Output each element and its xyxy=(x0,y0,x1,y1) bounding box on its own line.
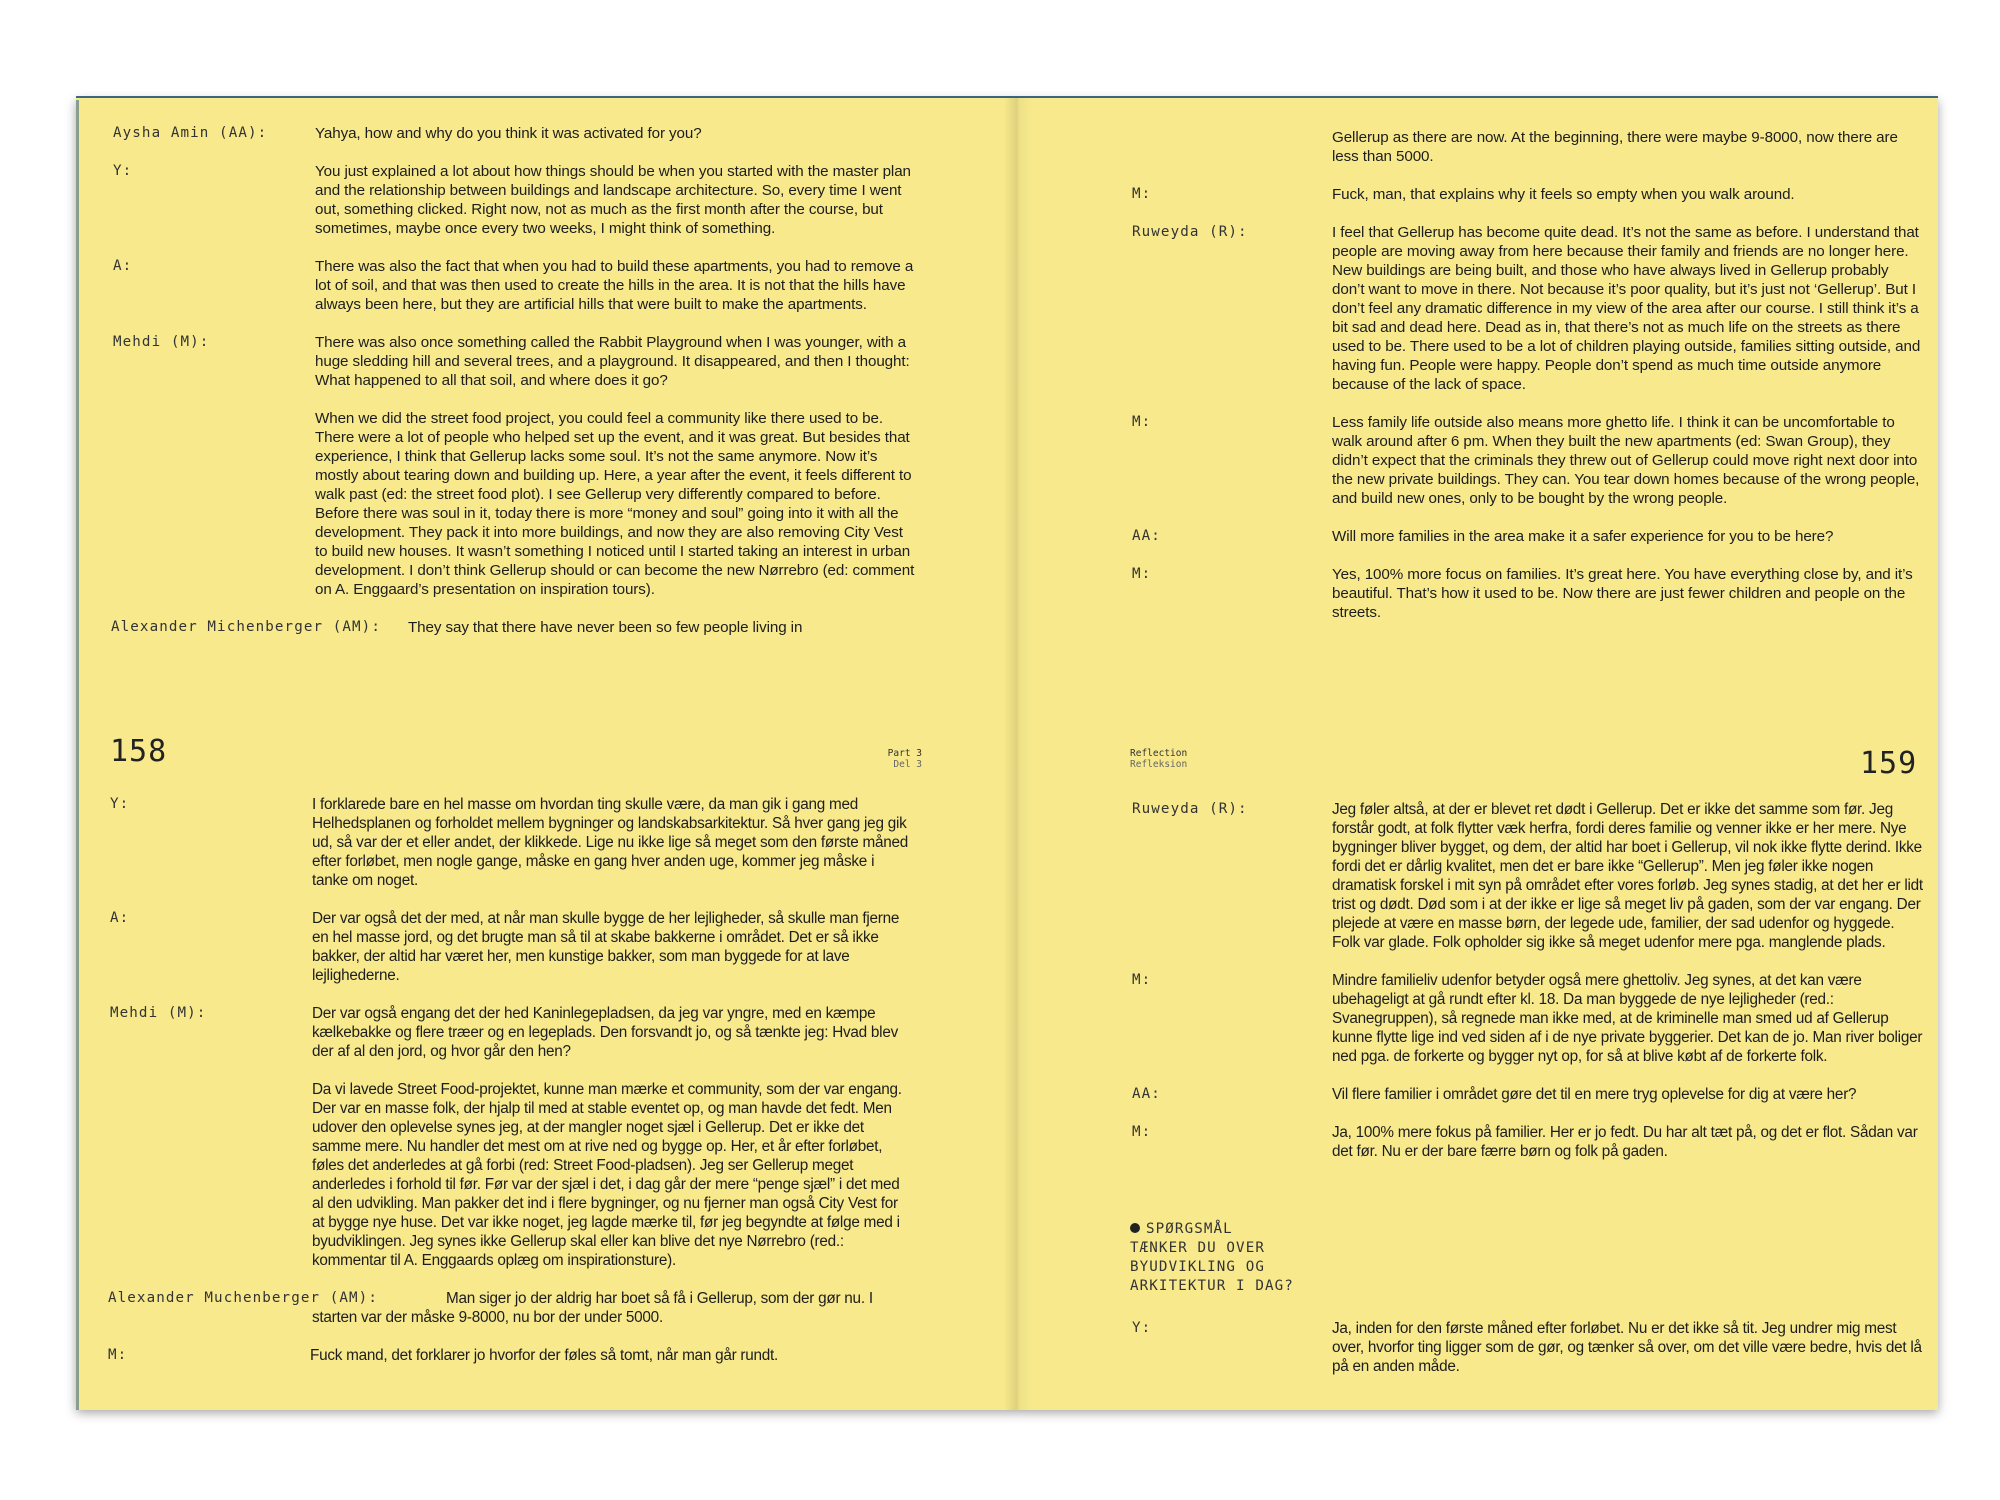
dialogue-entry xyxy=(1030,800,1938,952)
speaker-label: Y: xyxy=(110,796,130,812)
speaker-label: M: xyxy=(1132,186,1152,202)
section-label xyxy=(1130,748,1187,770)
section-label-dk: Refleksion xyxy=(1130,759,1188,770)
dialogue-entry xyxy=(76,618,1006,637)
section-label-en: Reflection xyxy=(1130,748,1188,759)
dialogue-entry xyxy=(76,124,1006,143)
dialogue-entry xyxy=(76,1080,1006,1270)
speaker-label: AA: xyxy=(1132,1086,1161,1102)
question-line: TÆNKER DU OVER xyxy=(1130,1240,1265,1256)
speaker-label: Ruweyda (R): xyxy=(1132,801,1248,817)
dialogue-entry xyxy=(76,1289,1006,1327)
bullet-dot-icon xyxy=(1130,1223,1140,1233)
dialogue-text: Vil flere familier i området gøre det til en mere tryg oplevelse for dig at være her? xyxy=(1332,1086,1857,1103)
speaker-label: Mehdi (M): xyxy=(113,334,210,350)
right-page xyxy=(1030,98,1938,1410)
dialogue-text: Less family life outside also means more ghetto life. I think it can be uncomfortable to walk around after 6 pm. When they built the new apartments (ed: Swan Group), they didn’t expect that the criminals they threw out of Gellerup could move right next door into the new private buildings. They can. You tear down homes because of the wrong people, and build new ones, only to be bought by the wrong people. xyxy=(1332,414,1920,507)
dialogue-entry xyxy=(1030,1085,1938,1104)
dialogue-text: Yahya, how and why do you think it was activated for you? xyxy=(315,125,702,142)
part-label xyxy=(862,748,922,770)
dialogue-entry xyxy=(1030,527,1938,546)
dialogue-entry xyxy=(76,909,1006,985)
dialogue-text: Jeg føler altså, at der er blevet ret dødt i Gellerup. Det er ikke det samme som før. Jeg forstår godt, at folk flytter væk herfra, fordi deres familie og venner ikke er her mere. Nye bygninger bliver bygget, og dem, der altid har boet i Gellerup, vil nok ikke flytte derind. Ikke fordi det er dårlig kvalitet, men det er bare ikke “Gellerup”. Men jeg føler ikke nogen dramatisk forskel i mit syn på området efter vores forløb. Jeg synes stadig, at det her er lidt trist og dødt. Død som i at der ikke er lige så meget liv på gaden, som der var engang. Der plejede at være en masse børn, der legede ude, familier, der sad udenfor og hyggede. Folk var glade. Folk opholder sig ikke så meget udenfor mere pga. manglende plads. xyxy=(1332,801,1923,951)
speaker-label: Ruweyda (R): xyxy=(1132,224,1248,240)
speaker-label: Aysha Amin (AA): xyxy=(113,125,268,141)
dialogue-entry xyxy=(1030,971,1938,1066)
dialogue-entry xyxy=(76,257,1006,314)
dialogue-entry xyxy=(76,162,1006,238)
speaker-label: M: xyxy=(1132,566,1152,582)
dialogue-text: When we did the street food project, you could feel a community like there used to be. There were a lot of people who helped set up the event, and it was great. But besides that experience, I think that Gellerup lacks some soul. It’s not the same anymore. Now it’s mostly about tearing down and building up. Here, a year after the event, it feels different to walk past (ed: the street food plot). I see Gellerup very differently compared to before. Before there was soul in it, today there is more “money and soul” going into it with all the development. They pack it into more buildings, and now they are also removing City Vest to build new houses. It wasn’t something I noticed until I started taking an interest in urban development. I don’t think Gellerup should or can become the new Nørrebro (ed: comment on A. Enggaard’s presentation on inspiration tours). xyxy=(315,410,915,598)
page-number: 159 xyxy=(1860,746,1918,781)
speaker-label: Y: xyxy=(113,163,133,179)
dialogue-text: Der var også engang det der hed Kaninlegepladsen, da jeg var yngre, med en kæmpe kælkebakke og flere træer og en legeplads. Den forsvandt jo, og så tænkte jeg: Hvad blev der af al den jord, og hvor går den hen? xyxy=(312,1005,898,1060)
dialogue-text: Ja, inden for den første måned efter forløbet. Nu er det ikke så tit. Jeg undrer mig mest over, hvorfor ting ligger som de gør, og tænker så over, om det ville være bedre, hvis det lå på en anden måde. xyxy=(1332,1320,1922,1375)
speaker-label: Y: xyxy=(1132,1320,1152,1336)
dialogue-entry xyxy=(76,795,1006,890)
right-english-transcript xyxy=(1030,128,1938,622)
left-english-transcript xyxy=(76,124,1006,637)
question-line: SPØRGSMÅL xyxy=(1130,1220,1294,1239)
dialogue-text: Fuck, man, that explains why it feels so empty when you walk around. xyxy=(1332,186,1795,203)
speaker-label: A: xyxy=(110,910,130,926)
speaker-label: Alexander Muchenberger (AM): xyxy=(108,1290,378,1306)
speaker-label: M: xyxy=(1132,1124,1152,1140)
dialogue-entry xyxy=(1030,565,1938,622)
speaker-label: A: xyxy=(113,258,133,274)
dialogue-text: You just explained a lot about how things should be when you started with the master plan and the relationship between buildings and landscape architecture. So, every time I went out, something clicked. Right now, not as much as the first month after the course, but sometimes, maybe once every two weeks, I might think of something. xyxy=(315,163,911,237)
dialogue-text: They say that there have never been so few people living in xyxy=(408,619,803,636)
dialogue-entry xyxy=(1030,128,1938,166)
page-number: 158 xyxy=(110,734,168,769)
left-page xyxy=(76,98,1006,1410)
part-label-dk: Del 3 xyxy=(893,759,922,770)
speaker-label: Mehdi (M): xyxy=(110,1005,207,1021)
question-block xyxy=(1130,1220,1294,1296)
dialogue-text: Mindre familieliv udenfor betyder også mere ghettoliv. Jeg synes, at det kan være ubehageligt at gå rundt efter kl. 18. Da man byggede de nye lejligheder (red.: Svanegruppen), så regnede man ikke med, at de kriminelle man smed ud af Gellerup kunne flytte lige ind ved siden af i de nye private byggerier. Det kan de jo. Man river boliger ned pga. de forkerte og bygger nyt op, for så at blive købt af de forkerte folk. xyxy=(1332,972,1923,1065)
dialogue-entry xyxy=(1030,1123,1938,1161)
dialogue-text: Yes, 100% more focus on families. It’s great here. You have everything close by, and it’s beautiful. That’s how it used to be. Now there are just fewer children and people on the streets. xyxy=(1332,566,1913,621)
dialogue-text: Ja, 100% mere fokus på familier. Her er jo fedt. Du har alt tæt på, og det er flot. Sådan var det før. Nu er der bare færre børn og folk på gaden. xyxy=(1332,1124,1918,1160)
dialogue-entry xyxy=(76,1004,1006,1061)
right-danish-transcript xyxy=(1030,800,1938,1161)
dialogue-entry xyxy=(1030,413,1938,508)
book-gutter xyxy=(1004,98,1032,1410)
dialogue-text: I forklarede bare en hel masse om hvordan ting skulle være, da man gik i gang med Helhedsplanen og forholdet mellem bygninger og landskabsarkitektur. Så hver gang jeg gik ud, så var der et eller andet, der klikkede. Lige nu ikke lige så meget som den første måned efter forløbet, men nogle gange, måske en gang hver anden uge, kommer jeg måske i tanke om noget. xyxy=(312,796,909,889)
speaker-label: Alexander Michenberger (AM): xyxy=(111,619,381,635)
answer-entry xyxy=(1030,1319,1938,1376)
speaker-label: AA: xyxy=(1132,528,1161,544)
dialogue-text: Will more families in the area make it a safer experience for you to be here? xyxy=(1332,528,1834,545)
speaker-label: M: xyxy=(1132,414,1152,430)
part-label-en: Part 3 xyxy=(887,748,922,759)
dialogue-text: There was also once something called the Rabbit Playground when I was younger, with a huge sledding hill and several trees, and a playground. It disappeared, and then I thought: What happened to all that soil, and where does it go? xyxy=(315,334,910,389)
dialogue-text: I feel that Gellerup has become quite dead. It’s not the same as before. I understand that people are moving away from here because their family and friends are no longer here. New buildings are being built, and those who have always lived in Gellerup probably don’t want to move in there. Not because it’s poor quality, but it’s just not ‘Gellerup’. But I don’t feel any dramatic difference in my view of the area after our course. I still think it’s a bit sad and dead here. Dead as in, that there’s not as much life on the streets as there used to be. There used to be a lot of children playing outside, families sitting outside, and having fun. People were happy. People don’t spend as much time outside anymore because of the lack of space. xyxy=(1332,224,1921,393)
dialogue-entry xyxy=(76,409,1006,599)
dialogue-text: Da vi lavede Street Food-projektet, kunne man mærke et community, som der var engang. Der var en masse folk, der hjalp til med at stable eventet op, og man havde det fedt. Men udover den oplevelse synes jeg, at der mangler noget sjæl i Gellerup. Det er ikke det samme mere. Nu handler det mest om at rive ned og bygge op. Her, et år efter forløbet, føles det anderledes at gå forbi (red: Street Food-pladsen). Jeg ser Gellerup meget anderledes i forhold til før. Før var der sjæl i det, i dag går der mere “penge sjæl” i det med al den udvikling. Man pakker det ind i flere bygninger, og nu fjerner man også City Vest for at bygge nye huse. Det var ikke noget, jeg lagde mærke til, før jeg begyndte at følge med i byudviklingen. Jeg synes ikke Gellerup skal eller kan blive det nye Nørrebro (red.: kommentar til A. Enggaards oplæg om inspirationsture). xyxy=(312,1081,902,1269)
speaker-label: M: xyxy=(1132,972,1152,988)
dialogue-entry xyxy=(1030,223,1938,394)
question-line: BYUDVIKLING OG xyxy=(1130,1259,1265,1275)
speaker-label: M: xyxy=(108,1347,128,1363)
dialogue-entry xyxy=(1030,185,1938,204)
left-danish-transcript xyxy=(76,795,1006,1365)
dialogue-text: Gellerup as there are now. At the beginning, there were maybe 9-8000, now there are less than 5000. xyxy=(1332,129,1898,165)
dialogue-text: Man siger jo der aldrig har boet så få i Gellerup, som der gør nu. I starten var der måske 9-8000, nu bor der under 5000. xyxy=(312,1290,873,1326)
dialogue-text: Fuck mand, det forklarer jo hvorfor der føles så tomt, når man går rundt. xyxy=(310,1347,779,1364)
dialogue-entry xyxy=(76,333,1006,390)
dialogue-entry xyxy=(76,1346,1006,1365)
question-line: ARKITEKTUR I DAG? xyxy=(1130,1278,1294,1294)
dialogue-text: There was also the fact that when you had to build these apartments, you had to remove a lot of soil, and that was then used to create the hills in the area. It is not that the hills have always been here, but they are artificial hills that were built to make the apartments. xyxy=(315,258,914,313)
dialogue-text: Der var også det der med, at når man skulle bygge de her lejligheder, så skulle man fjerne en hel masse jord, og det brugte man så til at skabe bakkerne i området. Det er så ikke bakker, der altid har været her, men kunstige bakker, som man byggede for at lave lejlighederne. xyxy=(312,910,900,984)
